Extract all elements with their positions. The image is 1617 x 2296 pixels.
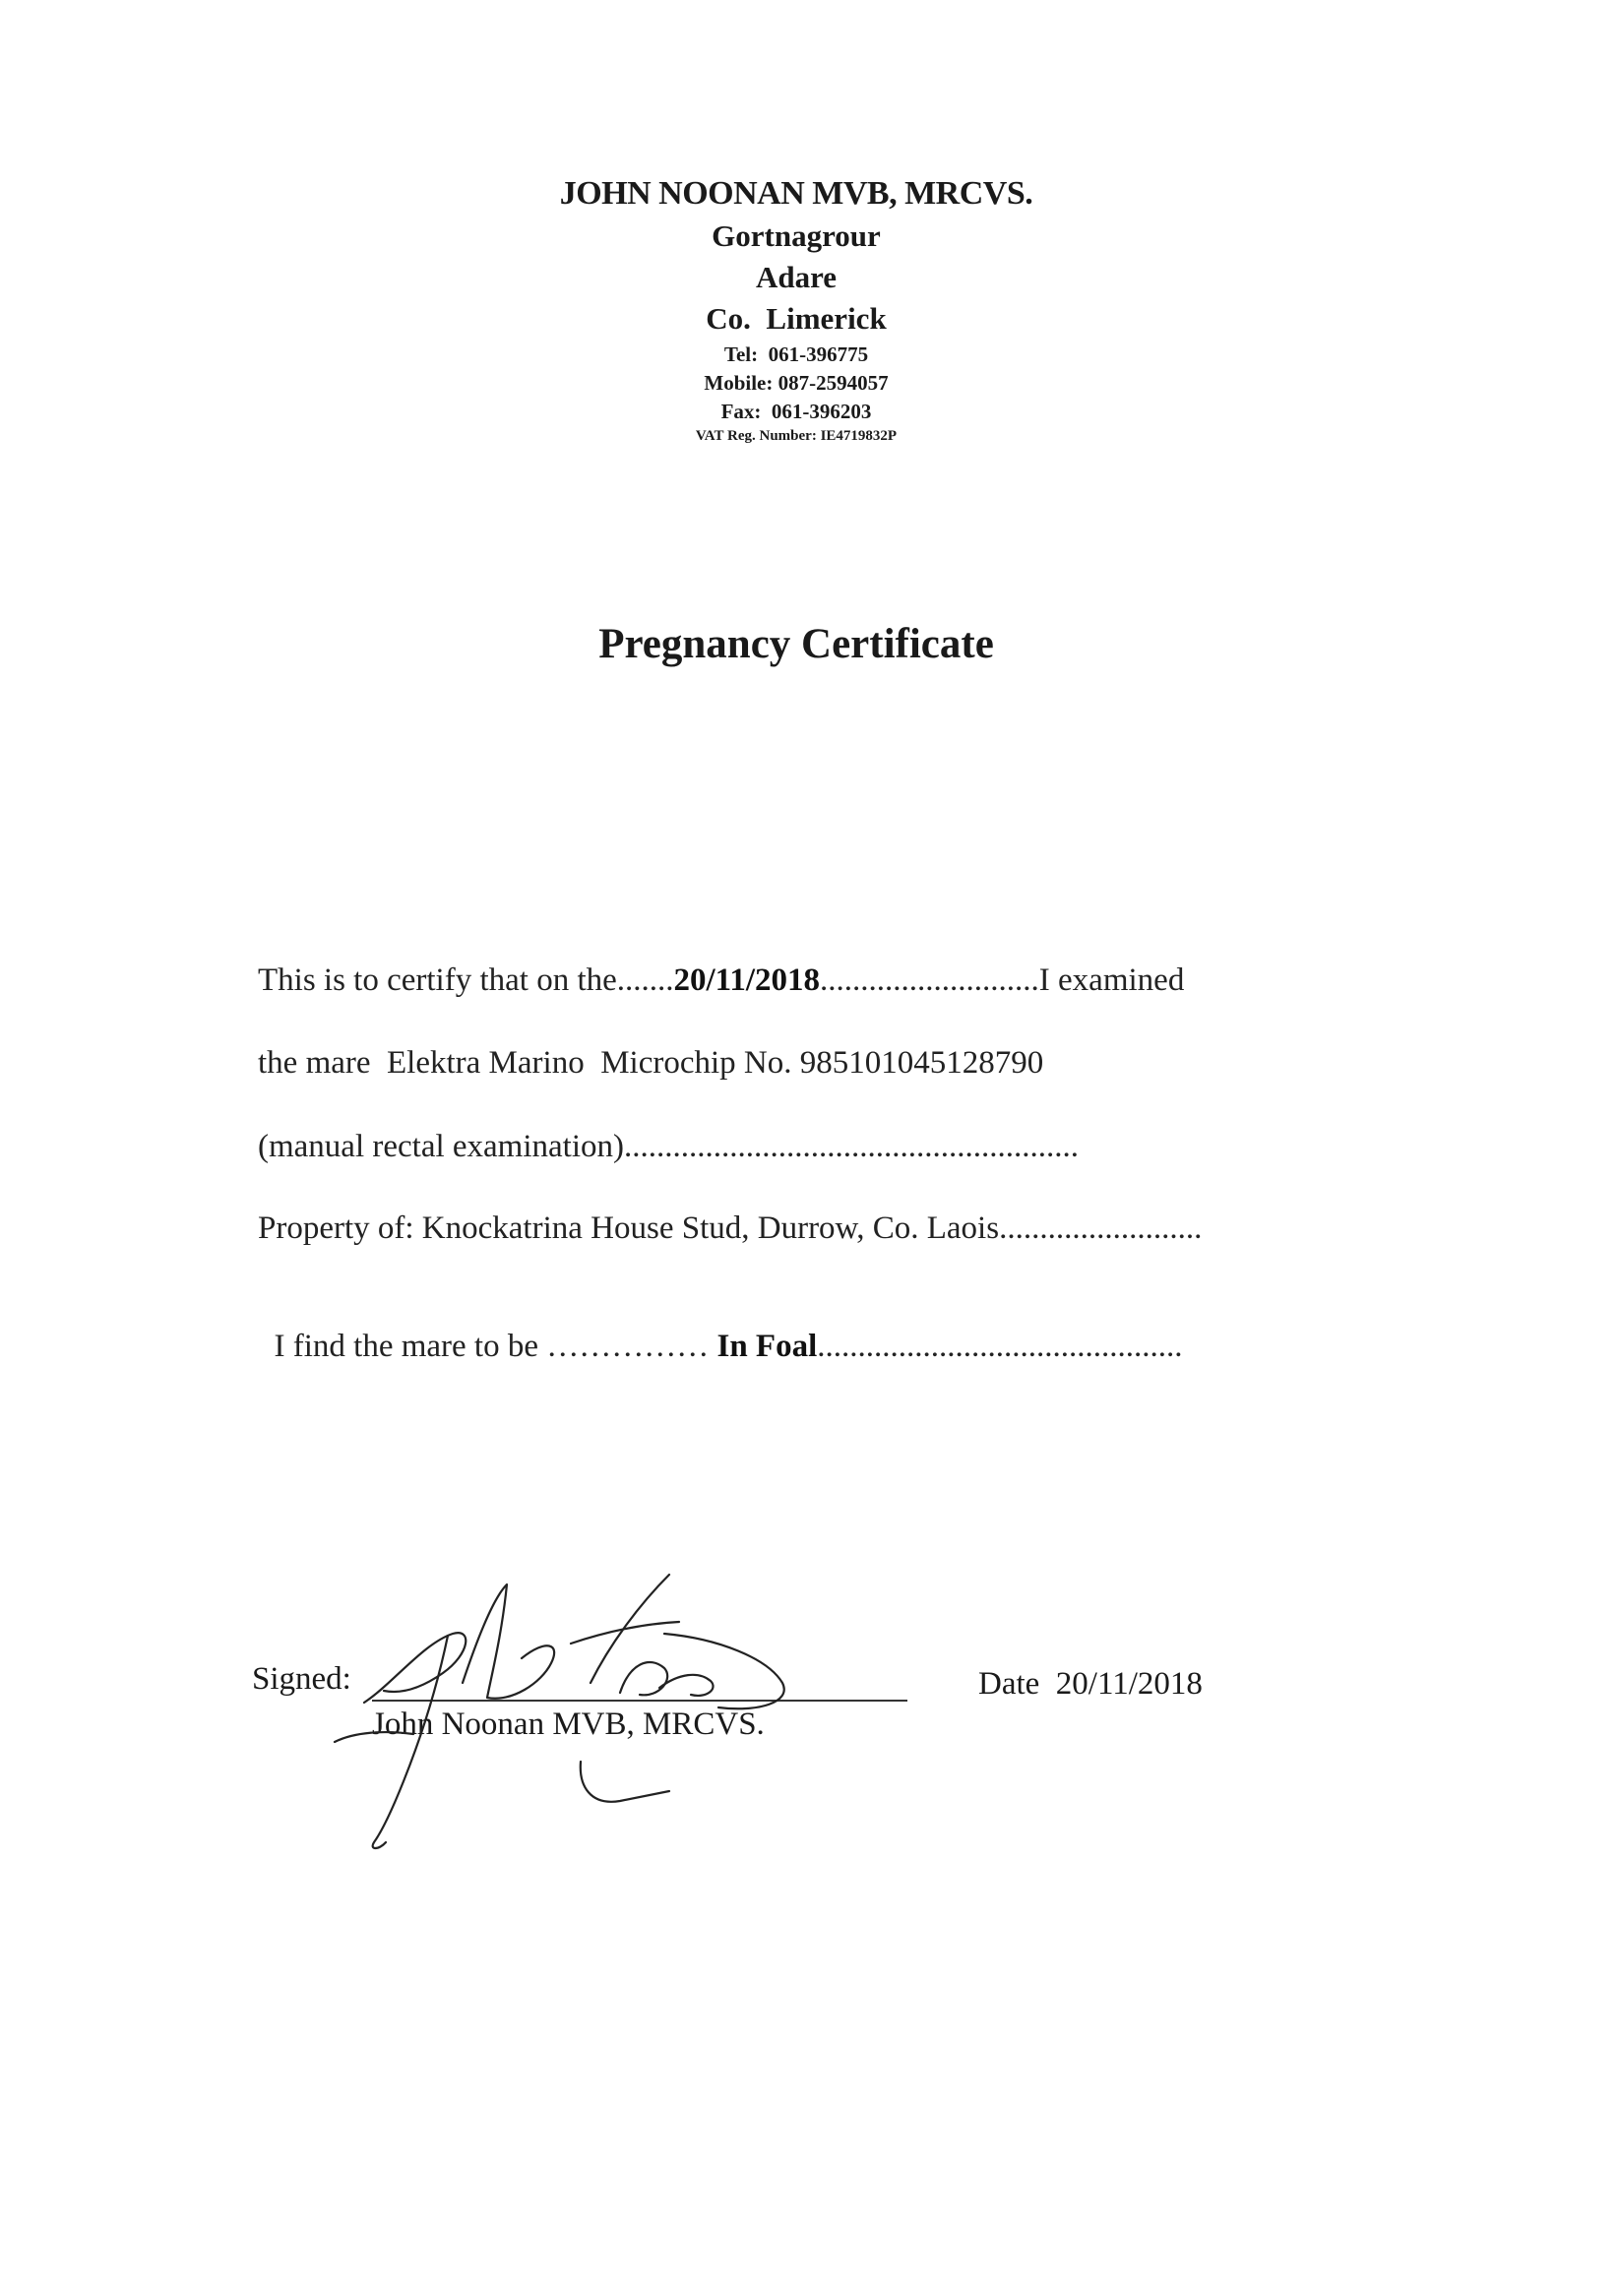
certify-line [258,962,1184,999]
document-title: Pregnancy Certificate [598,621,994,667]
signed-label: Signed: [252,1661,351,1697]
property-text: Property of: Knockatrina House Stud, Durrow, Co. Laois [258,1210,1000,1246]
property-dots: ......................... [999,1210,1203,1246]
letterhead-name: JOHN NOONAN MVB, MRCVS. [559,175,1033,212]
letterhead-address-line-1: Gortnagrour [712,218,881,253]
signature-date: Date 20/11/2018 [978,1666,1203,1702]
signer-name: John Noonan MVB, MRCVS. [372,1706,765,1742]
examination-dots: ........................................................ [624,1129,1079,1164]
pregnancy-status: In Foal [716,1329,818,1364]
certify-dots-b: ........................... [820,962,1039,998]
letterhead-fax: Fax: 061-396203 [720,400,872,423]
finding-dots-b: ............................................. [817,1329,1183,1364]
certify-suffix: I examined [1038,962,1185,998]
letterhead-address-line-2: Adare [755,260,838,294]
letterhead-tel: Tel: 061-396775 [723,342,869,366]
letterhead-address-line-3: Co. Limerick [706,301,887,336]
exam-date: 20/11/2018 [673,962,821,998]
certify-prefix: This is to certify that on the [258,962,617,998]
handwritten-signature [325,1565,837,1860]
finding-line [258,1292,1183,1365]
property-line [258,1210,1202,1247]
letterhead-mobile: Mobile: 087-2594057 [704,371,889,395]
finding-prefix: I find the mare to be [274,1329,538,1364]
mare-line: the mare Elektra Marino Microchip No. 985101045128790 [258,1045,1044,1081]
finding-dots-a: …………… [537,1329,717,1364]
examination-text: (manual rectal examination) [258,1129,624,1164]
certify-dots-a: ....... [616,962,674,998]
examination-line [258,1129,1079,1165]
letterhead-vat: VAT Reg. Number: IE4719832P [695,428,898,444]
